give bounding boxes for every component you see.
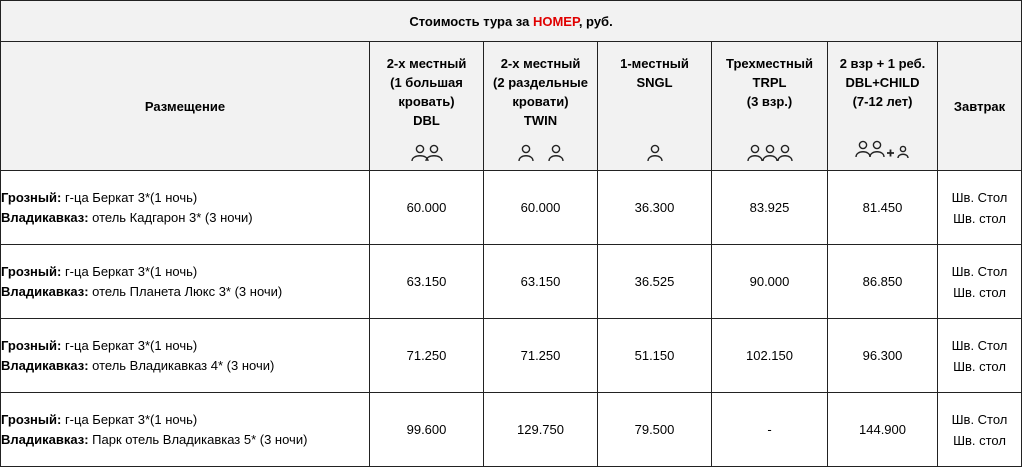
trpl-header bbox=[712, 42, 828, 171]
child-header-line: 2 взр + 1 реб. bbox=[839, 56, 926, 71]
table-row bbox=[1, 393, 1022, 467]
breakfast-line: Шв. стол bbox=[953, 432, 1006, 448]
header-row bbox=[1, 42, 1022, 171]
breakfast-cell bbox=[938, 171, 1022, 245]
hotel-text: Парк отель Владикавказ 5* (3 ночи) bbox=[88, 431, 308, 447]
child-price: 86.850 bbox=[828, 245, 938, 319]
city-label: Владикавказ: bbox=[1, 357, 89, 373]
placement-cell bbox=[1, 393, 370, 467]
placement-line bbox=[1, 262, 369, 282]
table-row bbox=[1, 319, 1022, 393]
dbl-header bbox=[370, 42, 484, 171]
hotel-text: г-ца Беркат 3*(1 ночь) bbox=[61, 337, 198, 353]
breakfast-cell bbox=[938, 245, 1022, 319]
breakfast-line: Шв. стол bbox=[953, 358, 1006, 374]
dbl-header-line: 2-х местный bbox=[386, 56, 467, 71]
two-persons-icon bbox=[370, 143, 483, 162]
placement-cell bbox=[1, 245, 370, 319]
placement-line bbox=[1, 336, 369, 356]
breakfast-line: Шв. Стол bbox=[951, 189, 1008, 205]
title-row bbox=[1, 1, 1022, 42]
trpl-header-line: Трехместный bbox=[726, 56, 813, 71]
breakfast-line: Шв. Стол bbox=[951, 263, 1008, 279]
twin-header-line: кровати) bbox=[512, 94, 569, 109]
two-separate-persons-icon bbox=[484, 143, 597, 162]
placement-cell bbox=[1, 171, 370, 245]
twin-price: 71.250 bbox=[484, 319, 598, 393]
child-header-line: DBL+CHILD bbox=[845, 75, 920, 90]
trpl-price: 90.000 bbox=[712, 245, 828, 319]
sngl-price: 79.500 bbox=[598, 393, 712, 467]
dbl-price: 71.250 bbox=[370, 319, 484, 393]
child-price: 96.300 bbox=[828, 319, 938, 393]
twin-price: 60.000 bbox=[484, 171, 598, 245]
trpl-price: 102.150 bbox=[712, 319, 828, 393]
hotel-text: отель Планета Люкс 3* (3 ночи) bbox=[88, 283, 283, 299]
breakfast-line: Шв. Стол bbox=[951, 337, 1008, 353]
dbl-price: 99.600 bbox=[370, 393, 484, 467]
dbl-price: 60.000 bbox=[370, 171, 484, 245]
table-title bbox=[1, 1, 1022, 42]
breakfast-cell bbox=[938, 319, 1022, 393]
twin-price: 129.750 bbox=[484, 393, 598, 467]
city-label: Грозный: bbox=[1, 411, 62, 427]
trpl-header-line: (3 взр.) bbox=[746, 94, 793, 109]
breakfast-cell bbox=[938, 393, 1022, 467]
city-label: Грозный: bbox=[1, 189, 62, 205]
placement-line bbox=[1, 188, 369, 208]
sngl-price: 51.150 bbox=[598, 319, 712, 393]
hotel-text: отель Владикавказ 4* (3 ночи) bbox=[88, 357, 275, 373]
breakfast-line: Шв. Стол bbox=[951, 411, 1008, 427]
placement-line bbox=[1, 282, 369, 302]
breakfast-line: Шв. стол bbox=[953, 210, 1006, 226]
city-label: Грозный: bbox=[1, 337, 62, 353]
child-price: 144.900 bbox=[828, 393, 938, 467]
hotel-text: г-ца Беркат 3*(1 ночь) bbox=[61, 189, 198, 205]
title-accent: НОМЕР bbox=[532, 13, 579, 29]
hotel-text: г-ца Беркат 3*(1 ночь) bbox=[61, 263, 198, 279]
title-prefix: Стоимость тура за bbox=[409, 13, 533, 29]
city-label: Владикавказ: bbox=[1, 209, 89, 225]
two-adults-plus-child-icon bbox=[828, 140, 937, 160]
dbl-price: 63.150 bbox=[370, 245, 484, 319]
table-row bbox=[1, 171, 1022, 245]
sngl-header-line: 1-местный bbox=[620, 56, 689, 71]
twin-header bbox=[484, 42, 598, 171]
title-suffix: , руб. bbox=[578, 13, 613, 29]
child-price: 81.450 bbox=[828, 171, 938, 245]
hotel-text: отель Кадгарон 3* (3 ночи) bbox=[88, 209, 253, 225]
trpl-header-line: TRPL bbox=[752, 75, 787, 90]
breakfast-header: Завтрак bbox=[938, 42, 1022, 171]
twin-price: 63.150 bbox=[484, 245, 598, 319]
city-label: Владикавказ: bbox=[1, 283, 89, 299]
city-label: Владикавказ: bbox=[1, 431, 89, 447]
trpl-price: 83.925 bbox=[712, 171, 828, 245]
dbl-header-line: кровать) bbox=[398, 94, 455, 109]
placement-header: Размещение bbox=[1, 42, 370, 171]
placement-line bbox=[1, 430, 369, 450]
dbl-header-line: (1 большая bbox=[390, 75, 463, 90]
placement-line bbox=[1, 208, 369, 228]
child-header bbox=[828, 42, 938, 171]
three-persons-icon bbox=[712, 143, 827, 162]
twin-header-line: 2-х местный bbox=[500, 56, 581, 71]
sngl-header-line: SNGL bbox=[636, 75, 673, 90]
sngl-price: 36.525 bbox=[598, 245, 712, 319]
child-header-line: (7-12 лет) bbox=[852, 94, 913, 109]
breakfast-line: Шв. стол bbox=[953, 284, 1006, 300]
placement-line bbox=[1, 410, 369, 430]
city-label: Грозный: bbox=[1, 263, 62, 279]
sngl-price: 36.300 bbox=[598, 171, 712, 245]
twin-header-line: TWIN bbox=[523, 113, 558, 128]
table-row bbox=[1, 245, 1022, 319]
trpl-price: - bbox=[712, 393, 828, 467]
person-icon bbox=[598, 143, 711, 162]
placement-line bbox=[1, 356, 369, 376]
sngl-header bbox=[598, 42, 712, 171]
hotel-text: г-ца Беркат 3*(1 ночь) bbox=[61, 411, 198, 427]
dbl-header-line: DBL bbox=[413, 113, 440, 128]
placement-cell bbox=[1, 319, 370, 393]
twin-header-line: (2 раздельные bbox=[493, 75, 588, 90]
